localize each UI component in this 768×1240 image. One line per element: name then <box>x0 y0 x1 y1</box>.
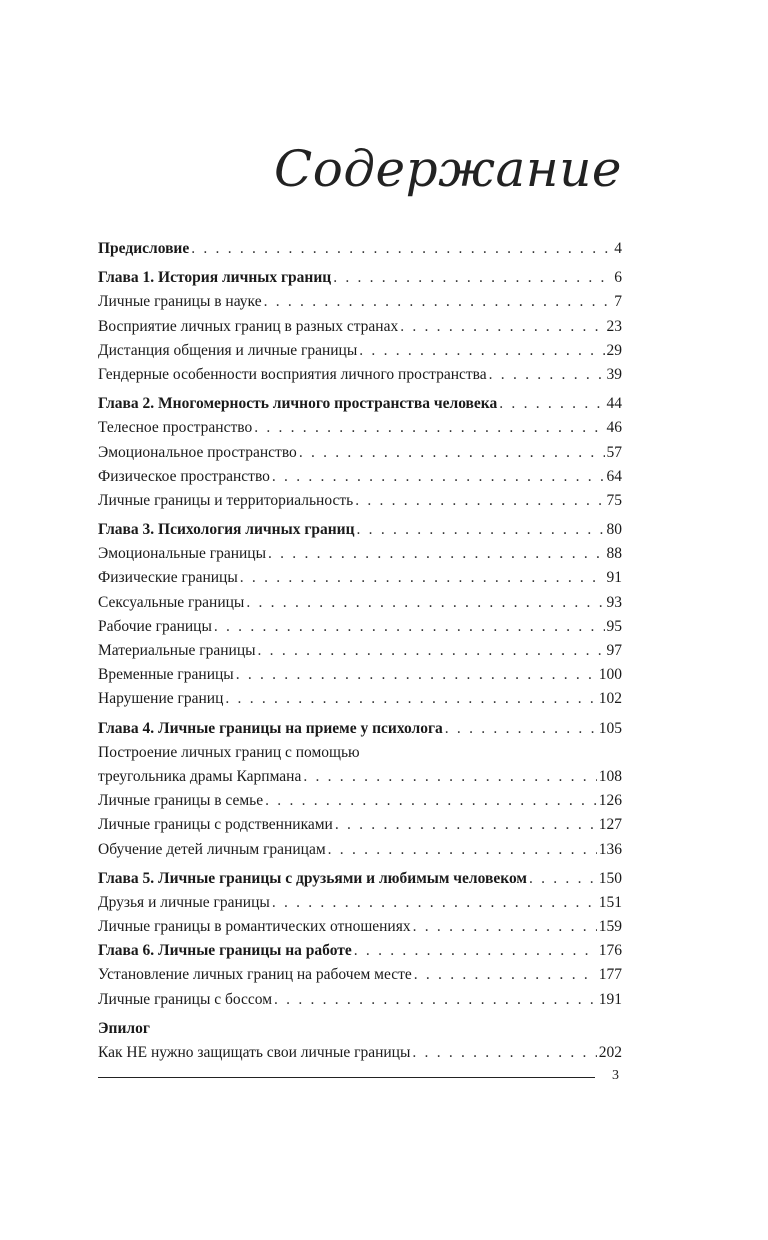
toc-entry <box>98 363 622 387</box>
toc-entry-label: Друзья и личные границы <box>98 893 270 911</box>
toc-chapter-entry <box>98 392 622 416</box>
toc-entry <box>98 789 622 813</box>
toc-entry-label: Как НЕ нужно защищать свои личные границы <box>98 1044 411 1061</box>
toc-entry-label: Построение личных границ с помощью <box>98 743 360 761</box>
toc-entry-page: 177 <box>598 966 622 984</box>
toc-entry-page: 29 <box>606 341 622 359</box>
toc-leader-dots <box>413 915 597 939</box>
toc-entry-page: 136 <box>598 840 622 858</box>
toc-entry-page: 95 <box>606 617 622 635</box>
toc-leader-dots <box>258 639 605 663</box>
toc-entry-page: 105 <box>598 719 622 737</box>
toc-entry-label: Обучение детей личным границам <box>98 840 326 858</box>
toc-leader-dots <box>272 465 605 489</box>
toc-leader-dots <box>214 615 605 639</box>
toc-entry-label: Физические границы <box>98 569 238 587</box>
toc-chapter-entry <box>98 867 622 891</box>
toc-entry-label: Эмоциональное пространство <box>98 443 297 461</box>
toc-entry <box>98 663 622 687</box>
toc-entry-page: 191 <box>598 990 622 1008</box>
toc-entry-page: 91 <box>606 569 622 587</box>
toc-leader-dots <box>414 963 597 987</box>
toc-entry-label: Рабочие границы <box>98 617 212 635</box>
toc-entry-label: Восприятие личных границ в разных странах <box>98 317 399 335</box>
toc-entry-label: Сексуальные границы <box>98 593 245 611</box>
toc-entry-label: Личные границы в науке <box>98 293 262 311</box>
toc-leader-dots <box>254 416 604 440</box>
toc-chapter-entry <box>98 717 622 741</box>
toc-entry-page: 176 <box>598 942 622 960</box>
page-number: 3 <box>612 1068 619 1083</box>
footer-rule <box>98 1077 595 1078</box>
toc-entry <box>98 639 622 663</box>
toc-entry-page: 150 <box>598 869 622 887</box>
toc-entry-page: 97 <box>606 642 622 659</box>
toc-entry-page: 44 <box>606 395 622 413</box>
toc-leader-dots <box>445 717 597 741</box>
toc-leader-dots <box>335 813 597 837</box>
toc-entry-label: Материальные границы <box>98 642 256 659</box>
toc-entry-page: 39 <box>606 365 622 383</box>
toc-entry <box>98 290 622 314</box>
toc-entry-page: 100 <box>598 666 622 684</box>
toc-entry-page: 80 <box>606 521 622 539</box>
toc-entry-page: 46 <box>606 419 622 437</box>
toc-leader-dots <box>191 237 612 261</box>
toc-entry-label: Дистанция общения и личные границы <box>98 341 358 359</box>
page-title: Содержание <box>273 140 622 198</box>
toc-entry-label: Нарушение границ <box>98 690 224 708</box>
toc-entry <box>98 741 622 765</box>
toc-entry-label: Личные границы в семье <box>98 792 264 810</box>
toc-leader-dots <box>357 518 605 542</box>
table-of-contents <box>98 237 622 1065</box>
toc-entry <box>98 566 622 590</box>
toc-leader-dots <box>268 542 605 566</box>
toc-entry <box>98 813 622 837</box>
toc-entry-label: Личные границы в романтических отношениях <box>98 918 411 936</box>
toc-entry-page: 93 <box>606 593 622 611</box>
toc-entry-label: Установление личных границ на рабочем месте <box>98 966 412 984</box>
toc-entry-label: Эпилог <box>98 1019 150 1037</box>
toc-entry-label: Глава 1. История личных границ <box>98 269 332 287</box>
toc-entry-label: Гендерные особенности восприятия личного пространства <box>98 365 487 383</box>
toc-leader-dots <box>265 789 597 813</box>
toc-entry <box>98 963 622 987</box>
toc-entry <box>98 891 622 915</box>
toc-entry <box>98 542 622 566</box>
toc-entry <box>98 416 622 440</box>
toc-entry-label: Глава 4. Личные границы на приеме у психолога <box>98 719 443 737</box>
toc-entry <box>98 315 622 339</box>
toc-leader-dots <box>240 566 605 590</box>
toc-entry-page: 159 <box>598 918 622 936</box>
toc-leader-dots <box>328 838 597 862</box>
toc-entry <box>98 339 622 363</box>
toc-entry-label: Личные границы с боссом <box>98 990 273 1008</box>
toc-entry-label: Глава 6. Личные границы на работе <box>98 942 352 960</box>
toc-entry-label: Личные границы с родственниками <box>98 816 333 834</box>
toc-entry-label: треугольника драмы Карпмана <box>98 767 302 785</box>
toc-entry <box>98 591 622 615</box>
toc-leader-dots <box>499 392 604 416</box>
toc-chapter-entry <box>98 237 622 261</box>
toc-leader-dots <box>236 663 597 687</box>
toc-leader-dots <box>225 687 596 711</box>
toc-chapter-entry <box>98 266 622 290</box>
toc-entry <box>98 988 622 1012</box>
toc-leader-dots <box>359 339 604 363</box>
toc-entry-page: 151 <box>598 893 622 911</box>
toc-entry <box>98 915 622 939</box>
toc-entry <box>98 441 622 465</box>
toc-leader-dots <box>303 765 596 789</box>
toc-entry-label: Глава 5. Личные границы с друзьями и любимым человеком <box>98 869 527 887</box>
toc-entry-page: 88 <box>606 545 622 563</box>
toc-leader-dots <box>354 939 597 963</box>
toc-leader-dots <box>264 290 613 314</box>
toc-chapter-entry <box>98 518 622 542</box>
toc-leader-dots <box>529 867 597 891</box>
toc-entry-page: 75 <box>606 491 622 509</box>
toc-leader-dots <box>355 489 604 513</box>
toc-entry-page: 23 <box>606 317 622 335</box>
toc-entry-label: Глава 2. Многомерность личного пространства человека <box>98 395 498 413</box>
toc-entry-label: Временные границы <box>98 666 234 684</box>
toc-leader-dots <box>274 988 597 1012</box>
toc-chapter-entry <box>98 1017 622 1041</box>
toc-leader-dots <box>333 266 612 290</box>
toc-entry-label: Глава 3. Психология личных границ <box>98 521 355 539</box>
toc-entry-label: Физическое пространство <box>98 467 270 485</box>
toc-leader-dots <box>246 591 604 615</box>
toc-entry-page: 126 <box>598 792 622 810</box>
toc-entry-label: Телесное пространство <box>98 419 253 437</box>
toc-entry-page: 57 <box>606 443 622 461</box>
toc-entry <box>98 1041 622 1065</box>
toc-entry <box>98 838 622 862</box>
toc-leader-dots <box>489 363 605 387</box>
toc-entry <box>98 615 622 639</box>
toc-entry-page: 202 <box>598 1044 622 1061</box>
toc-entry <box>98 687 622 711</box>
toc-entry-label: Личные границы и территориальность <box>98 491 354 509</box>
toc-entry-label: Предисловие <box>98 240 190 257</box>
toc-entry-label: Эмоциональные границы <box>98 545 266 563</box>
toc-entry <box>98 465 622 489</box>
toc-entry-page: 4 <box>614 240 622 257</box>
toc-entry-page: 108 <box>598 767 622 785</box>
toc-leader-dots <box>299 441 605 465</box>
toc-entry-page: 127 <box>598 816 622 834</box>
toc-entry-page: 7 <box>614 293 622 311</box>
toc-entry <box>98 489 622 513</box>
toc-leader-dots <box>400 315 604 339</box>
toc-chapter-entry <box>98 939 622 963</box>
toc-leader-dots <box>412 1041 596 1065</box>
toc-leader-dots <box>272 891 597 915</box>
toc-entry <box>98 765 622 789</box>
toc-entry-page: 6 <box>614 269 622 287</box>
toc-entry-page: 102 <box>598 690 622 708</box>
toc-entry-page: 64 <box>606 467 622 485</box>
